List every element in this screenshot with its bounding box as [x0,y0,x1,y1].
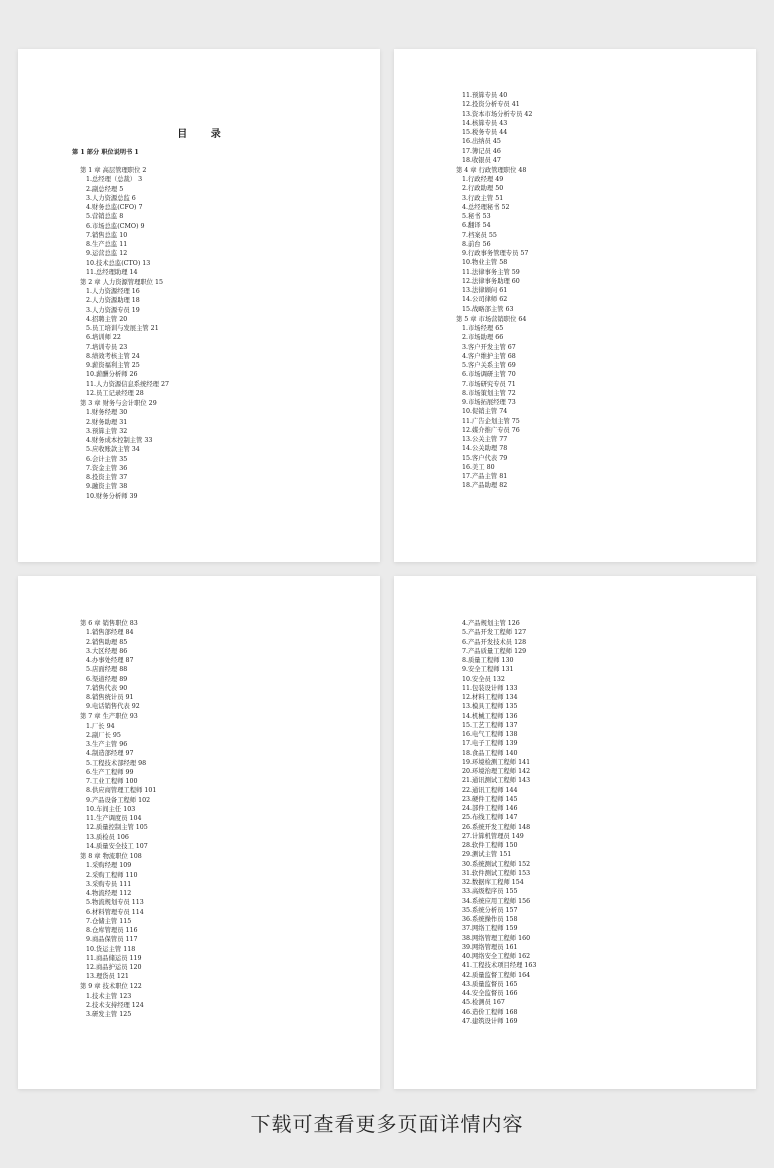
toc-entry: 2.财务助理 31 [86,418,128,426]
toc-entry: 27.计算机管理员 149 [462,832,524,840]
toc-entry: 14.质量安全技工 107 [86,842,148,850]
toc-entry: 13.模具工程师 135 [462,703,518,711]
toc-chapter-heading: 第 5 章 市场营销职位 64 [456,315,527,323]
toc-entry: 1.技术主管 123 [86,992,132,1000]
toc-entry: 20.环境治理工程师 142 [462,768,531,775]
toc-entry: 1.销售部经理 84 [86,629,134,637]
toc-entry: 18.食品工程师 140 [462,749,518,757]
toc-entry: 23.硬件工程师 145 [462,795,518,803]
toc-entry: 9.运营总监 12 [86,250,128,258]
toc-entry: 6.会计主管 35 [86,455,128,463]
toc-entry: 8.仓库管理员 116 [86,927,138,935]
toc-entry: 10.财务分析师 39 [86,492,138,500]
toc-entry: 8.生产总监 11 [86,241,128,248]
toc-entry: 13.资本市场分析专员 42 [462,110,533,118]
toc-title: 目 录 [177,129,231,140]
toc-entry: 1.采购经理 109 [86,862,132,870]
toc-entry: 11.生产调度员 104 [86,815,142,823]
toc-entry: 4.办事处经理 87 [86,657,134,664]
toc-entry: 16.电气工程师 138 [462,731,518,738]
toc-entry: 10.车间主任 103 [86,805,136,813]
toc-entry: 10.薪酬分析师 26 [86,371,138,379]
toc-entry: 19.环境检测工程师 141 [462,758,531,766]
toc-entry: 6.市场调研主管 70 [462,371,516,379]
toc-entry: 8.质量工程师 130 [462,657,514,664]
document-page-4 [394,576,756,1089]
toc-entry: 6.培训师 22 [86,334,121,342]
toc-entry: 7.产品质量工程师 129 [462,647,527,655]
toc-entry: 2.副厂长 95 [86,731,121,739]
toc-entry: 10.货运主管 118 [86,945,136,953]
toc-entry: 4.物流经理 112 [86,890,132,898]
toc-entry: 5.店面经理 88 [86,666,128,674]
toc-entry: 3.生产主管 96 [86,741,128,749]
toc-entry: 4.财务总监(CFO) 7 [86,204,143,211]
toc-entry: 7.市场研究专员 71 [462,380,516,388]
toc-entry: 41.工程技术项目经理 163 [462,962,537,970]
toc-entry: 9.商品保管员 117 [86,936,138,944]
toc-entry: 7.工业工程师 100 [86,778,138,786]
toc-chapter-heading: 第 7 章 生产职位 93 [80,713,138,721]
toc-entry: 11.广告企划主管 75 [462,417,520,425]
toc-entry: 38.网络管理工程师 160 [462,934,531,942]
toc-entry: 11.包装设计师 133 [462,684,518,692]
toc-entry: 10.安全员 132 [462,675,505,683]
toc-entry: 28.软件工程师 150 [462,842,518,849]
toc-entry: 14.公关助理 78 [462,445,508,453]
toc-entry: 15.战略部主管 63 [462,305,514,313]
toc-entry: 47.建筑设计师 169 [462,1017,518,1025]
toc-entry: 1.财务经理 30 [86,409,128,417]
toc-entry: 10.促销主管 74 [462,408,508,416]
toc-entry: 11.法律事务主管 59 [462,268,520,276]
toc-entry: 3.客户开发主管 67 [462,343,516,351]
toc-entry: 10.技术总监(CTO) 13 [86,259,151,267]
toc-entry: 22.通讯工程师 144 [462,786,518,794]
toc-entry: 13.理货员 121 [86,973,129,981]
toc-entry: 11.人力资源信息系统经理 27 [86,380,169,388]
toc-entry: 4.产品规划主管 126 [462,620,520,627]
toc-entry: 5.营销总监 8 [86,213,124,221]
toc-entry: 12.投资分析专员 41 [462,101,520,109]
toc-entry: 43.质量监督员 165 [462,980,518,988]
toc-chapter-heading: 第 6 章 销售职位 83 [80,620,138,627]
toc-entry: 5.产品开发工程师 127 [462,629,527,637]
toc-entry: 13.质检员 106 [86,833,129,841]
toc-entry: 15.工艺工程师 137 [462,721,518,729]
toc-entry: 16.出纳员 45 [462,138,501,146]
toc-entry: 21.通讯测试工程师 143 [462,777,531,785]
toc-entry: 8.市场策划主管 72 [462,389,516,397]
toc-entry: 3.预算主管 32 [86,427,128,435]
toc-entry: 7.仓储主管 115 [86,917,132,925]
toc-entry: 5.客户关系主管 69 [462,362,516,370]
toc-entry: 32.数据库工程师 154 [462,879,524,886]
toc-entry: 29.测试主管 151 [462,851,512,859]
toc-entry: 14.核算专员 43 [462,119,508,127]
toc-entry: 6.翻译 54 [462,222,491,230]
toc-chapter-heading: 第 4 章 行政管理职位 48 [456,166,527,174]
toc-entry: 7.销售代表 90 [86,684,128,692]
toc-entry: 1.人力资源经理 16 [86,288,140,296]
toc-entry: 1.总经理（总裁） 3 [86,176,143,184]
toc-entry: 7.档案员 55 [462,231,497,239]
toc-entry: 10.物业主管 58 [462,259,508,267]
toc-entry: 36.系统操作员 158 [462,916,518,923]
toc-entry: 8.绩效考核主管 24 [86,352,140,360]
toc-entry: 3.大区经理 86 [86,647,128,655]
toc-entry: 46.造价工程师 168 [462,1008,518,1016]
toc-chapter-heading: 第 8 章 物流职位 108 [80,853,142,861]
toc-entry: 16.美工 80 [462,463,495,471]
toc-chapter-heading: 第 9 章 技术职位 122 [80,983,142,991]
toc-entry: 17.电子工程师 139 [462,740,518,748]
toc-entry: 13.法律顾问 61 [462,287,508,295]
toc-entry: 6.产品开发技术员 128 [462,638,527,646]
toc-entry: 37.网络工程师 159 [462,925,518,933]
toc-entry: 15.税务专员 44 [462,129,508,136]
toc-entry: 14.机械工程师 136 [462,712,518,720]
toc-entry: 3.研发主管 125 [86,1011,132,1019]
toc-entry: 4.财务成本控制主管 33 [86,437,153,445]
toc-entry: 2.行政助理 50 [462,185,504,193]
toc-entry: 6.渠道经理 89 [86,675,128,683]
toc-entry: 17.产品主管 81 [462,473,508,481]
toc-entry: 5.应收账款主管 34 [86,446,140,454]
toc-entry: 4.招聘主管 20 [86,315,128,323]
toc-chapter-heading: 第 3 章 财务与会计职位 29 [80,400,157,408]
toc-entry: 3.行政主管 51 [462,194,504,202]
toc-entry: 3.人力资源总监 6 [86,194,136,202]
toc-chapter-heading: 第 1 章 高层管理职位 2 [80,167,147,174]
toc-entry: 9.行政事务管理专员 57 [462,250,529,258]
toc-entry: 8.销售统计员 91 [86,694,134,701]
toc-entry: 26.系统开发工程师 148 [462,823,531,831]
toc-entry: 9.安全工程师 131 [462,666,514,674]
toc-entry: 2.采购工程师 110 [86,871,138,879]
toc-entry: 4.制造部经理 97 [86,750,134,758]
toc-entry: 15.客户代表 79 [462,454,508,462]
toc-entry: 9.电话销售代表 92 [86,703,140,711]
toc-entry: 12.质量控制主管 105 [86,824,148,832]
toc-entry: 44.安全监督员 166 [462,990,518,997]
toc-chapter-heading: 第 2 章 人力资源管理职位 15 [80,278,163,286]
toc-entry: 5.员工培训与发展主管 21 [86,325,159,333]
toc-entry: 7.培训专员 23 [86,343,128,351]
toc-entry: 2.副总经理 5 [86,185,124,193]
toc-entry: 39.网络管理员 161 [462,943,518,951]
toc-entry: 2.人力资源助理 18 [86,297,140,305]
part-heading: 第 1 部分 职位说明书 1 [72,149,139,156]
toc-entry: 8.投资主管 37 [86,474,128,482]
toc-entry: 11.商品储运员 119 [86,954,142,962]
toc-entry: 33.高级程序员 155 [462,888,518,896]
toc-entry: 5.秘书 53 [462,213,491,221]
toc-entry: 7.资金主管 36 [86,464,128,472]
toc-entry: 6.生产工程师 99 [86,768,134,776]
toc-entry: 8.供应商管理工程师 101 [86,787,157,795]
toc-entry: 12.员工记录经理 28 [86,389,144,397]
toc-entry: 3.人力资源专员 19 [86,306,140,314]
toc-entry: 9.融资主管 38 [86,483,128,491]
toc-entry: 42.质量监督工程师 164 [462,971,531,979]
toc-entry: 2.技术支持经理 124 [86,1001,144,1009]
toc-entry: 12.法律事务助理 60 [462,277,520,285]
toc-entry: 3.采购专员 111 [86,880,132,888]
toc-entry: 6.市场总监(CMO) 9 [86,222,145,230]
toc-entry: 2.市场助理 66 [462,334,504,342]
toc-entry: 13.公关主管 77 [462,436,508,444]
toc-entry: 12.商品护运员 120 [86,964,142,972]
document-page-2 [394,49,756,562]
download-hint-text: 下载可查看更多页面详情内容 [250,1112,524,1136]
toc-entry: 9.产品设备工程师 102 [86,796,151,804]
toc-entry: 30.系统测试工程师 152 [462,860,531,868]
toc-entry: 45.检测员 167 [462,999,505,1007]
toc-entry: 12.媒介推广专员 76 [462,426,520,434]
toc-entry: 11.预算专员 40 [462,92,508,99]
toc-entry: 18.收银员 47 [462,156,501,164]
toc-entry: 14.公司律师 62 [462,296,508,304]
toc-entry: 4.总经理秘书 52 [462,203,510,211]
toc-entry: 31.软件测试工程师 153 [462,869,531,877]
document-page-1 [18,49,380,562]
document-page-3 [18,576,380,1089]
toc-entry: 17.簿记员 46 [462,147,501,155]
toc-entry: 24.部件工程师 146 [462,805,518,812]
toc-entry: 1.市场经理 65 [462,325,504,333]
toc-entry: 11.总经理助理 14 [86,268,138,276]
toc-entry: 25.布线工程师 147 [462,814,518,822]
toc-entry: 12.材料工程师 134 [462,694,518,701]
toc-entry: 6.材料管理专员 114 [86,908,144,916]
toc-entry: 18.产品助理 82 [462,482,508,490]
toc-entry: 40.网络安全工程师 162 [462,953,531,960]
toc-entry: 5.物流规划专员 113 [86,899,144,907]
toc-entry: 9.薪资福利主管 25 [86,362,140,370]
toc-entry: 8.前台 56 [462,240,491,248]
toc-entry: 2.销售助理 85 [86,638,128,646]
toc-entry: 34.系统应用工程师 156 [462,897,531,905]
toc-entry: 5.工程技术部经理 98 [86,759,147,767]
toc-entry: 4.客户维护主管 68 [462,352,516,360]
toc-entry: 35.系统分析员 157 [462,906,518,914]
toc-entry: 9.市场拓展经理 73 [462,399,516,407]
toc-entry: 1.行政经理 49 [462,176,504,184]
toc-entry: 1.厂长 94 [86,722,115,730]
toc-entry: 7.销售总监 10 [86,231,128,239]
